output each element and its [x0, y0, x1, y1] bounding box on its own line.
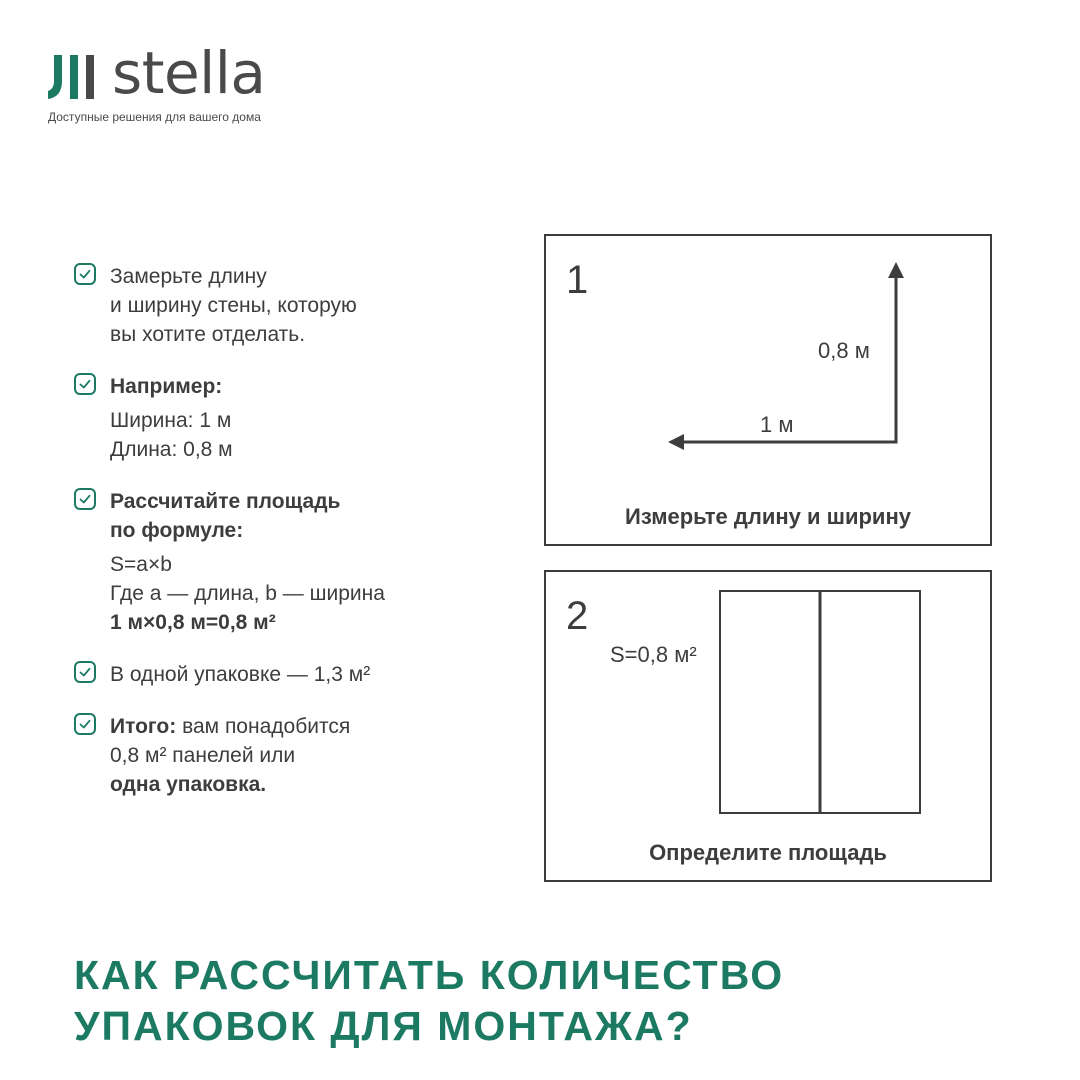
step-line: вы хотите отделать.: [110, 323, 306, 346]
step-line: S=a×b: [110, 553, 172, 576]
step-line: Ширина: 1 м: [110, 409, 232, 432]
step-line: одна упаковка.: [110, 773, 267, 796]
height-label: 0,8 м: [818, 338, 870, 363]
heading-line: УПАКОВОК ДЛЯ МОНТАЖА?: [74, 1003, 693, 1049]
step-line: Замерьте длину: [110, 265, 267, 288]
step-text: Итого:: [110, 715, 177, 738]
left-arrowhead: [668, 434, 684, 450]
width-label: 1 м: [760, 412, 794, 437]
diagram-number: 2: [566, 594, 589, 638]
step-item: [74, 712, 494, 799]
step-line: Где a — длина, b — ширина: [110, 582, 385, 605]
area-label: S=0,8 м²: [610, 642, 697, 667]
check-icon: [74, 263, 96, 285]
step-line: Например:: [110, 375, 223, 398]
check-icon: [74, 488, 96, 510]
heading-line: КАК РАССЧИТАТЬ КОЛИЧЕСТВО: [74, 952, 785, 998]
step-line: по формуле:: [110, 519, 244, 542]
step-item: [74, 487, 494, 637]
step-item: [74, 660, 494, 689]
diagram-number: 1: [566, 258, 589, 302]
step-line: и ширину стены, которую: [110, 294, 357, 317]
check-icon: [74, 661, 96, 683]
step-line: В одной упаковке — 1,3 м²: [110, 663, 371, 686]
step-text: вам понадобится: [176, 715, 351, 738]
diagram-caption: Определите площадь: [649, 840, 887, 865]
stella-logo-icon: [48, 53, 104, 101]
check-icon: [74, 713, 96, 735]
check-icon: [74, 373, 96, 395]
brand-name: stella: [112, 39, 266, 107]
diagram-caption: Измерьте длину и ширину: [625, 504, 911, 529]
step-item: [74, 372, 494, 464]
step-item: [74, 262, 494, 349]
steps-list: [74, 262, 494, 822]
step-line: Рассчитайте площадь: [110, 490, 341, 513]
up-arrowhead: [888, 262, 904, 278]
diagram-measure: [544, 234, 992, 546]
measure-arrows: [546, 236, 994, 548]
step-line: [110, 712, 494, 741]
wall-panels: [546, 572, 994, 884]
brand-tagline: Доступные решения для вашего дома: [48, 110, 261, 124]
step-line: 1 м×0,8 м=0,8 м²: [110, 611, 276, 634]
step-line: Длина: 0,8 м: [110, 438, 233, 461]
step-line: 0,8 м² панелей или: [110, 744, 296, 767]
page-heading: [74, 950, 784, 1052]
diagram-area: [544, 570, 992, 882]
